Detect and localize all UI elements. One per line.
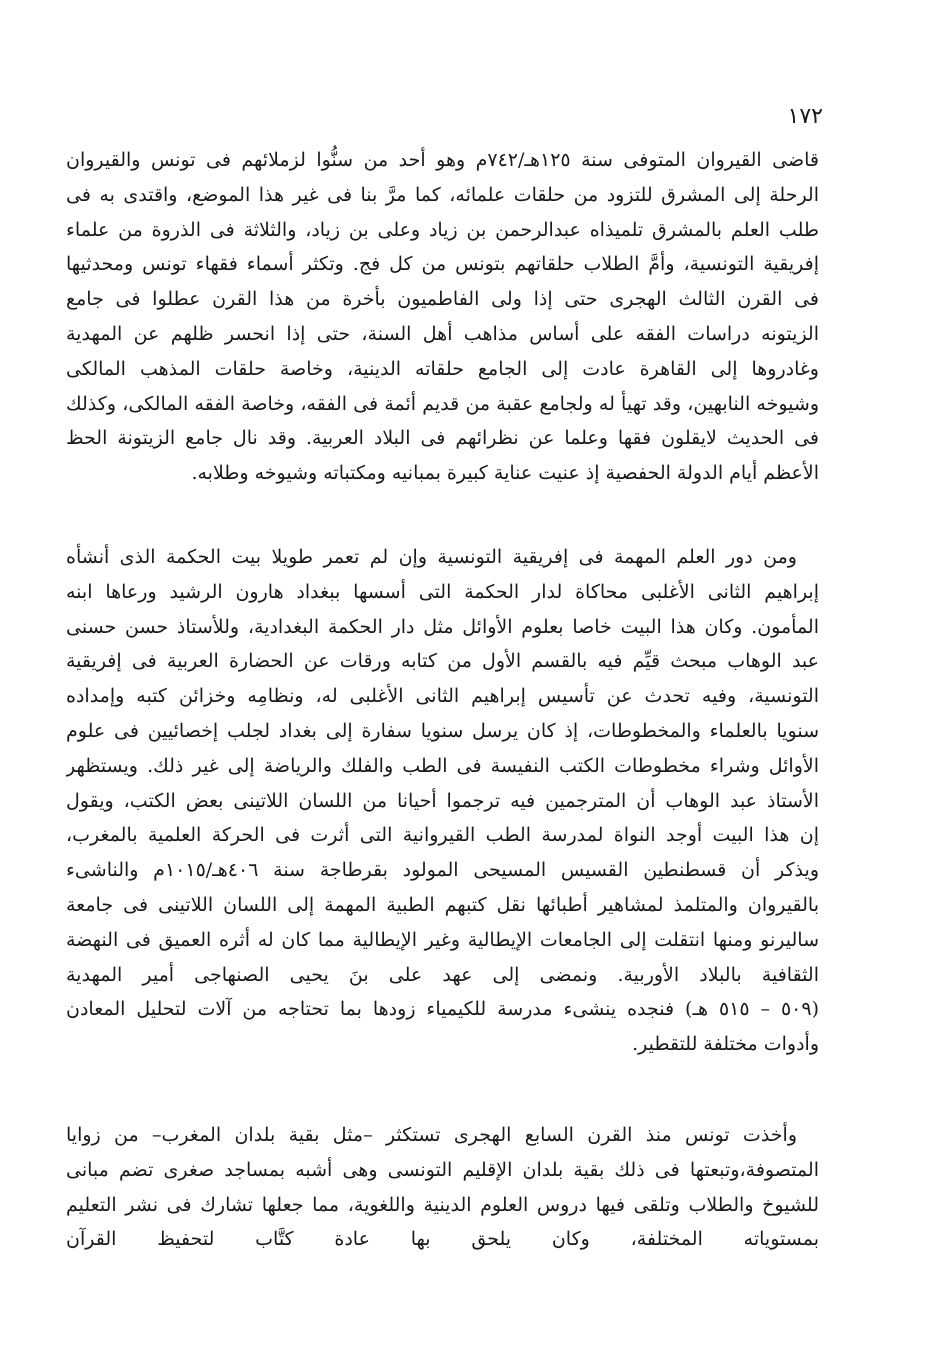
text-line: للشيوخ والطلاب وتلقى فيها دروس العلوم الدينية واللغوية، مما جعلها تشارك فى نشر التعليم bbox=[66, 1193, 819, 1216]
paragraph-3 bbox=[66, 1118, 819, 1257]
text-line: عبد الوهاب مبحث قيِّم فيه بالقسم الأول من كتابه ورقات عن الحضارة العربية فى إفريقية bbox=[66, 650, 819, 673]
text-line: قاضى القيروان المتوفى سنة ١٢٥هـ/٧٤٢م وهو أحد من سنُّوا لزملائهم فى تونس والقيروان bbox=[66, 149, 819, 171]
text-line: إفريقية التونسية، وأمَّ الطلاب حلقاتهم بتونس من كل فج. وتكثر أسماء فقهاء تونس ومحدثيها bbox=[66, 253, 819, 276]
text-line: طلب العلم بالمشرق تلميذاه عبدالرحمن بن زياد وعلى بن زياد، والثلاثة فى الذروة من علماء bbox=[66, 218, 819, 241]
text-line: المأمون. وكان هذا البيت خاصا بعلوم الأوائل مثل دار الحكمة البغدادية، وللأستاذ حسن حسنى bbox=[66, 615, 819, 638]
text-line: وأدوات مختلفة للتقطير. bbox=[632, 1033, 819, 1056]
page-number: ١٧٢ bbox=[787, 104, 823, 129]
text-line: إن هذا البيت أوجد النواة لمدرسة الطب القيروانية التى أثرت فى الحركة العلمية بالمغرب، bbox=[66, 824, 819, 847]
text-line: (٥٠٩ – ٥١٥ هـ) فنجده ينشىء مدرسة للكيمياء زودها بما تحتاجه من آلات لتحليل المعادن bbox=[66, 998, 819, 1021]
text-line: ساليرنو ومنها انتقلت إلى الجامعات الإيطالية وغير الإيطالية مما كان له أثره العميق فى النهضة bbox=[66, 928, 819, 951]
text-line: إبراهيم الثانى الأغلبى محاكاة لدار الحكمة التى أسسها ببغداد هارون الرشيد ورعاها ابنه bbox=[66, 580, 819, 603]
text-line: الرحلة إلى المشرق للتزود من حلقات علمائه، كما مرَّ بنا فى غير هذا الموضع، واقتدى به فى bbox=[66, 183, 819, 206]
text-line: فى الحديث لايقلون فقها وعلما عن نظرائهم فى البلاد العربية. وقد نال جامع الزيتونة الحظ bbox=[66, 427, 819, 450]
paragraph-2 bbox=[66, 540, 819, 1062]
text-line: الأستاذ عبد الوهاب أن المترجمين فيه ترجموا أحيانا من اللسان اللاتينى بعض الكتب، ويقول bbox=[66, 789, 819, 812]
text-line: الثقافية بالبلاد الأوربية. ونمضى إلى عهد على بنَ يحيى الصنهاجى أمير المهدية bbox=[66, 963, 819, 986]
text-line: الزيتونه دراسات الفقه على أساس مذاهب أهل السنة، حتى إذا انحسر ظلهم عن المهدية bbox=[66, 322, 819, 345]
text-line: وغادروها إلى القاهرة عادت إلى الجامع حلقاته الدينية، وخاصة حلقات المذهب المالكى bbox=[66, 357, 819, 380]
text-line: بالقيروان والمتلمذ لمشاهير أطبائها نقل كتبهم الطبية المهمة إلى اللسان اللاتينى فى جامعة bbox=[66, 893, 819, 916]
text-line: فى القرن الثالث الهجرى حتى إذا ولى الفاطميون بأخرة من هذا القرن عطلوا فى جامع bbox=[66, 288, 819, 311]
text-line: سنويا بالعلماء والمخطوطات، إذ كان يرسل سنويا سفارة إلى بغداد لجلب إخصائيين فى علوم bbox=[66, 719, 819, 742]
text-line: ومن دور العلم المهمة فى إفريقية التونسية وإن لم تعمر طويلا بيت الحكمة الذى أنشأه bbox=[66, 546, 797, 568]
text-line: ويذكر أن قسطنطين القسيس المسيحى المولود بقرطاجة سنة ٤٠٦هـ/١٠١٥م والناشىء bbox=[66, 859, 819, 882]
text-line: وأخذت تونس منذ القرن السابع الهجرى تستكثر –مثل بقية بلدان المغرب– من زوايا bbox=[66, 1124, 797, 1146]
text-line: المتصوفة،وتبعتها فى ذلك بقية بلدان الإقليم التونسى وهى أشبه بمساجد صغرى تضم مبانى bbox=[66, 1158, 819, 1181]
text-line: بمستوياته المختلفة، وكان يلحق بها عادة كتَّاب لتحفيظ القرآن bbox=[66, 1228, 819, 1251]
text-line: وشيوخه النابهين، وقد تهيأ له ولجامع عقبة من قديم أئمة فى الفقه، وخاصة الفقه المالكى، وكذلك bbox=[66, 392, 819, 415]
text-line: الأوائل وشراء مخطوطات الكتب النفيسة فى الطب والفلك والرياضة إلى غير ذلك. ويستظهر bbox=[66, 754, 819, 777]
text-line: التونسية، وفيه تحدث عن تأسيس إبراهيم الثانى الأغلبى له، ونظامِه وخزائن كتبه وإمداده bbox=[66, 685, 819, 708]
paragraph-1 bbox=[66, 143, 819, 491]
text-line: الأعظم أيام الدولة الحفصية إذ عنيت عناية كبيرة بمبانيه ومكتباته وشيوخه وطلابه. bbox=[191, 462, 819, 485]
